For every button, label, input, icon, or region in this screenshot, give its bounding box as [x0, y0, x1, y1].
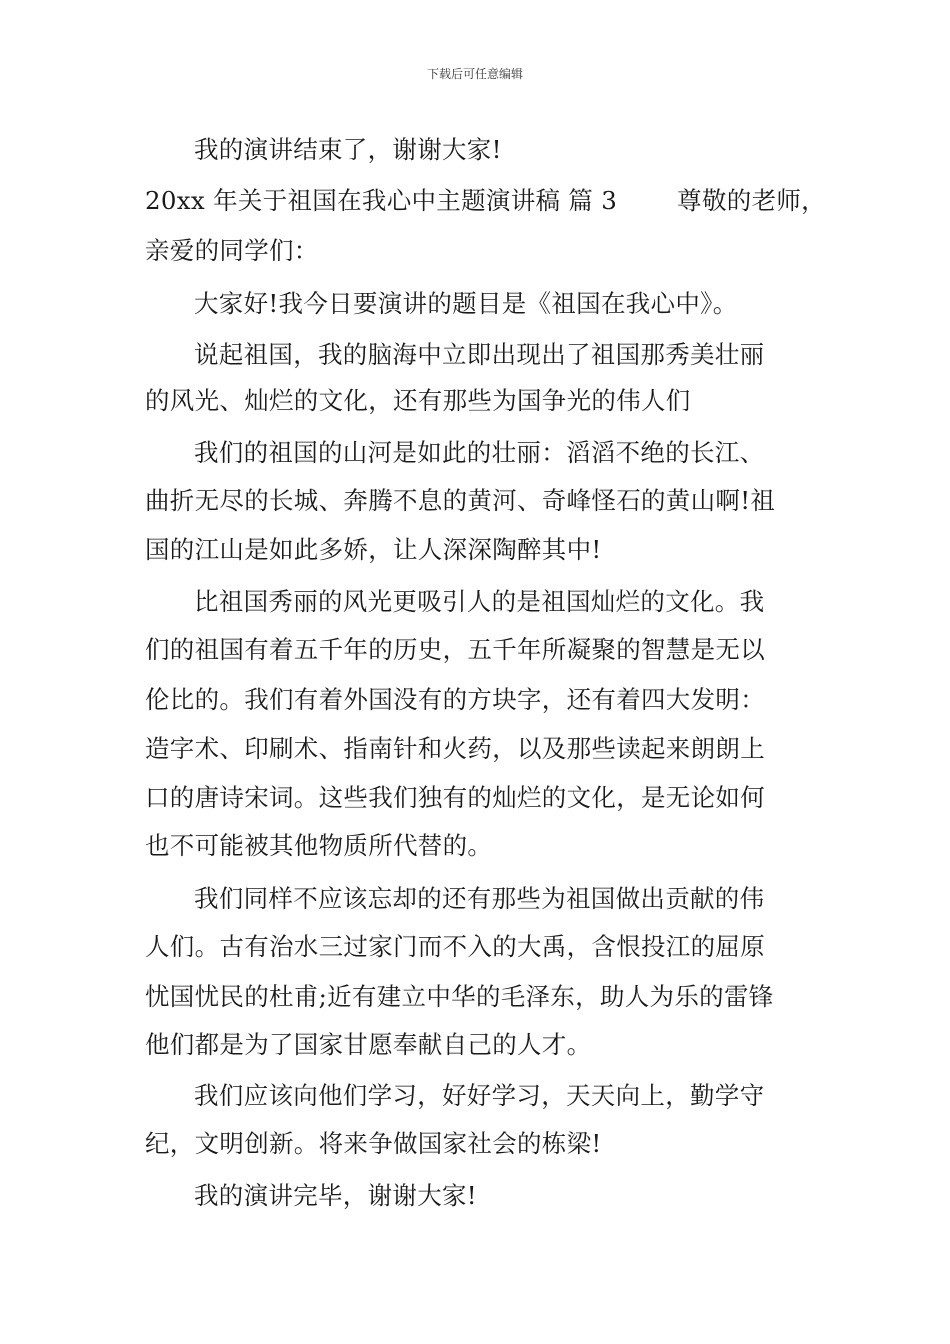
page-header: 下载后可任意编辑: [426, 67, 523, 81]
paragraph-line: 造字术、印刷术、指南针和火药，以及那些读起来朗朗上: [145, 734, 765, 763]
paragraph-line: 我们的祖国的山河是如此的壮丽：滔滔不绝的长江、: [194, 438, 765, 467]
closing-line: 我的演讲完毕，谢谢大家!: [194, 1181, 477, 1210]
salutation-students: 亲爱的同学们：: [145, 236, 319, 265]
salutation-teacher: 尊敬的老师，: [677, 186, 826, 215]
paragraph-line: 比祖国秀丽的风光更吸引人的是祖国灿烂的文化。我: [194, 587, 765, 616]
paragraph-line: 他们都是为了国家甘愿奉献自己的人才。: [145, 1030, 592, 1059]
paragraph-line: 们的祖国有着五千年的历史，五千年所凝聚的智慧是无以: [145, 635, 765, 664]
speech-title: 20xx 年关于祖国在我心中主题演讲稿 篇 3: [145, 186, 618, 215]
paragraph-line: 大家好!我今日要演讲的题目是《祖国在我心中》。: [194, 289, 738, 318]
paragraph-line: 曲折无尽的长城、奔腾不息的黄河、奇峰怪石的黄山啊!祖: [145, 486, 776, 515]
paragraph-line: 忧国忧民的杜甫;近有建立中华的毛泽东，助人为乐的雷锋: [145, 982, 774, 1011]
paragraph-line: 我们同样不应该忘却的还有那些为祖国做出贡献的伟: [194, 884, 765, 913]
paragraph-line: 也不可能被其他物质所代替的。: [145, 831, 493, 860]
paragraph-line: 说起祖国，我的脑海中立即出现出了祖国那秀美壮丽: [194, 340, 765, 369]
speech-title-line: [145, 184, 826, 218]
paragraph-line: 国的江山是如此多娇，让人深深陶醉其中!: [145, 535, 602, 564]
paragraph-line: 伦比的。我们有着外国没有的方块字，还有着四大发明：: [145, 685, 765, 714]
paragraph-line: 我们应该向他们学习，好好学习，天天向上，勤学守: [194, 1081, 765, 1110]
paragraph-line: 的风光、灿烂的文化，还有那些为国争光的伟人们: [145, 386, 691, 415]
paragraph-line: 口的唐诗宋词。这些我们独有的灿烂的文化，是无论如何: [145, 783, 765, 812]
paragraph-line: 人们。古有治水三过家门而不入的大禹，含恨投江的屈原: [145, 932, 765, 961]
paragraph-line: 我的演讲结束了，谢谢大家!: [194, 135, 502, 164]
paragraph-line: 纪，文明创新。将来争做国家社会的栋梁!: [145, 1129, 602, 1158]
